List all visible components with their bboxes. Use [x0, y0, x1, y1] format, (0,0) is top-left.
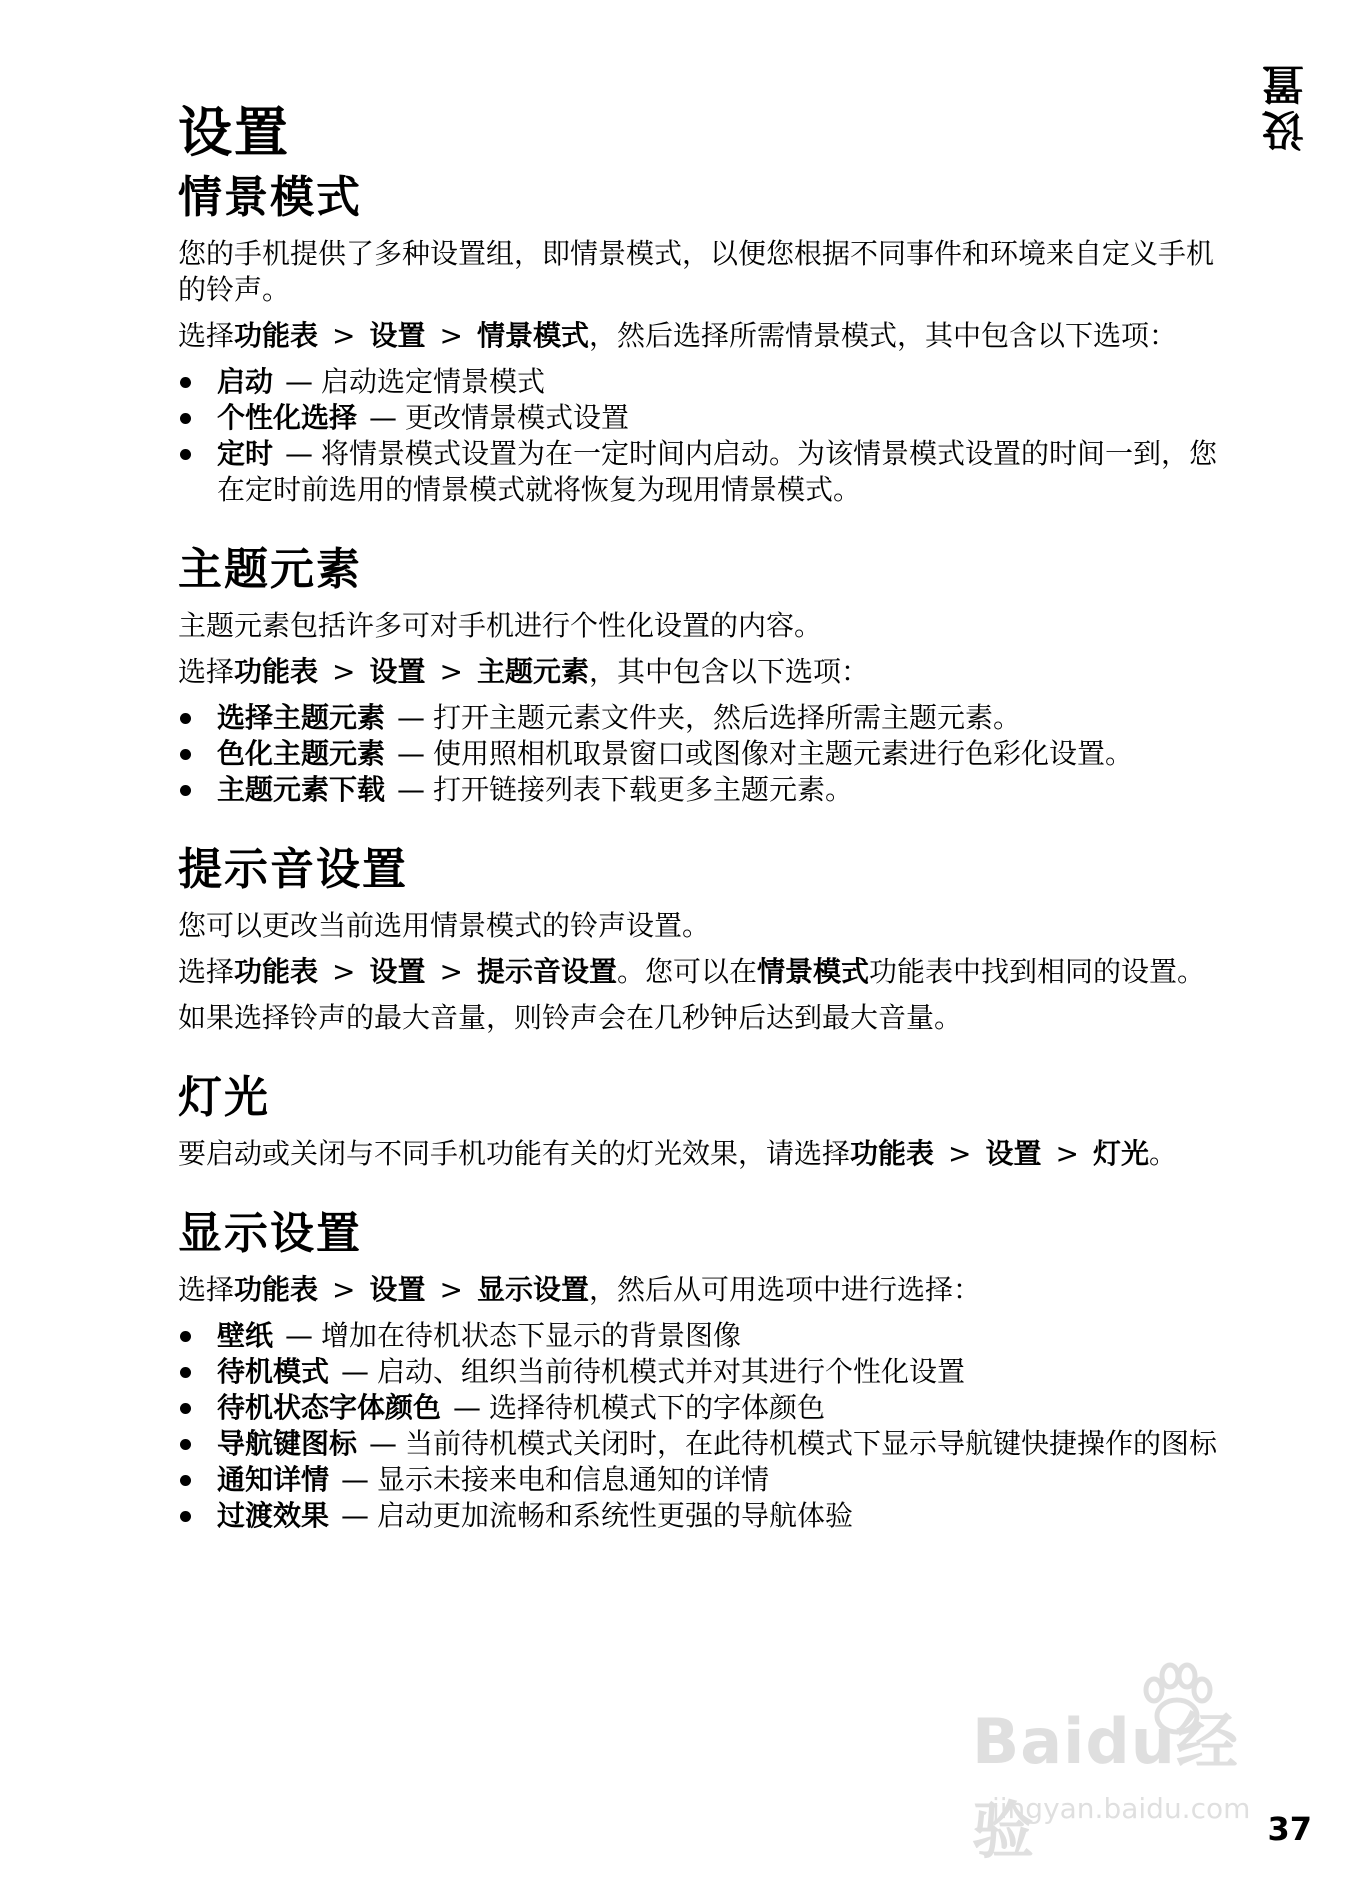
menu-term: 功能表 — [234, 955, 319, 988]
option-term: 主题元素下载 — [217, 773, 386, 806]
bullet-icon — [180, 749, 191, 760]
menu-path-paragraph — [178, 1136, 1218, 1172]
option-term: 选择主题元素 — [217, 701, 386, 734]
page-number: 37 — [1267, 1810, 1312, 1848]
watermark-logo: Baidu经验 — [972, 1705, 1239, 1867]
path-separator: > — [439, 955, 463, 988]
text: 功能表中找到相同的设置。 — [869, 955, 1206, 988]
option-desc: 选择待机模式下的字体颜色 — [489, 1391, 826, 1424]
path-separator: > — [948, 1137, 972, 1170]
list-item — [178, 1426, 1218, 1462]
path-separator: > — [332, 1273, 356, 1306]
menu-term: 情景模式 — [476, 319, 589, 352]
path-separator: > — [332, 655, 356, 688]
list-item — [178, 364, 1218, 400]
dash: — — [397, 773, 426, 806]
text: 选择 — [178, 1273, 235, 1306]
list-item — [178, 1498, 1218, 1534]
option-desc: 打开链接列表下载更多主题元素。 — [433, 773, 854, 806]
bullet-icon — [180, 1403, 191, 1414]
paragraph: 如果选择铃声的最大音量，则铃声会在几秒钟后达到最大音量。 — [178, 1001, 963, 1034]
bullet-icon — [180, 413, 191, 424]
menu-term: 功能表 — [234, 319, 319, 352]
section-display — [178, 1206, 1218, 1534]
option-desc: 将情景模式设置为在一定时间内启动。为该情景模式设置的时间一到，您在定时前选用的情景模式就将恢复为现用情景模式。 — [217, 437, 1218, 506]
dash: — — [341, 1499, 370, 1532]
watermark-url: jingyan.baidu.com — [992, 1792, 1251, 1825]
path-separator: > — [439, 319, 463, 352]
path-separator: > — [332, 955, 356, 988]
option-list — [178, 700, 1218, 808]
bullet-icon — [180, 1367, 191, 1378]
page-title: 设置 — [178, 101, 290, 164]
text: 选择 — [178, 319, 235, 352]
text: 。您可以在 — [617, 955, 758, 988]
dash: — — [341, 1355, 370, 1388]
bullet-icon — [180, 449, 191, 460]
menu-path-paragraph — [178, 954, 1218, 990]
section-lights — [178, 1070, 1218, 1172]
menu-term: 提示音设置 — [476, 955, 617, 988]
menu-term: 设置 — [369, 1273, 426, 1306]
text: 选择 — [178, 955, 235, 988]
menu-term: 功能表 — [234, 1273, 319, 1306]
list-item — [178, 436, 1218, 508]
option-term: 色化主题元素 — [217, 737, 386, 770]
dash: — — [341, 1463, 370, 1496]
path-separator: > — [1055, 1137, 1079, 1170]
option-term: 通知详情 — [217, 1463, 330, 1496]
list-item — [178, 1354, 1218, 1390]
text: 。 — [1149, 1137, 1178, 1170]
option-term: 待机模式 — [217, 1355, 330, 1388]
bullet-icon — [180, 1511, 191, 1522]
menu-term: 情景模式 — [757, 955, 870, 988]
bullet-icon — [180, 1331, 191, 1342]
list-item — [178, 1462, 1218, 1498]
option-desc: 打开主题元素文件夹，然后选择所需主题元素。 — [433, 701, 1022, 734]
option-desc: 当前待机模式关闭时，在此待机模式下显示导航键快捷操作的图标 — [405, 1427, 1218, 1460]
menu-path-paragraph — [178, 1272, 1218, 1308]
dash: — — [285, 437, 314, 470]
option-desc: 使用照相机取景窗口或图像对主题元素进行色彩化设置。 — [433, 737, 1134, 770]
dash: — — [369, 1427, 398, 1460]
list-item — [178, 1390, 1218, 1426]
menu-term: 功能表 — [234, 655, 319, 688]
section-title: 提示音设置 — [178, 844, 408, 895]
section-themes — [178, 542, 1218, 808]
menu-term: 设置 — [369, 319, 426, 352]
text: 要启动或关闭与不同手机功能有关的灯光效果，请选择 — [178, 1137, 851, 1170]
page-content — [178, 100, 1218, 1534]
dash: — — [453, 1391, 482, 1424]
menu-term: 主题元素 — [476, 655, 589, 688]
baidu-watermark — [972, 1692, 1272, 1867]
menu-term: 设置 — [369, 955, 426, 988]
section-title: 显示设置 — [178, 1208, 362, 1259]
dash: — — [397, 737, 426, 770]
paragraph: 您的手机提供了多种设置组，即情景模式，以便您根据不同事件和环境来自定义手机的铃声。 — [178, 237, 1215, 306]
bullet-icon — [180, 785, 191, 796]
option-desc: 显示未接来电和信息通知的详情 — [377, 1463, 770, 1496]
path-separator: > — [332, 319, 356, 352]
side-chapter-tab: 设置 — [1261, 60, 1310, 152]
dash: — — [285, 1319, 314, 1352]
section-title: 主题元素 — [178, 544, 362, 595]
dash: — — [397, 701, 426, 734]
option-term: 启动 — [217, 365, 274, 398]
list-item — [178, 736, 1218, 772]
option-desc: 启动选定情景模式 — [321, 365, 546, 398]
option-term: 个性化选择 — [217, 401, 358, 434]
list-item — [178, 1318, 1218, 1354]
menu-term: 设置 — [985, 1137, 1042, 1170]
bullet-icon — [180, 1439, 191, 1450]
menu-term: 灯光 — [1092, 1137, 1149, 1170]
text: ，然后从可用选项中进行选择： — [589, 1273, 982, 1306]
option-desc: 更改情景模式设置 — [405, 401, 630, 434]
menu-path-paragraph — [178, 318, 1218, 354]
option-term: 待机状态字体颜色 — [217, 1391, 442, 1424]
list-item — [178, 772, 1218, 808]
option-desc: 增加在待机状态下显示的背景图像 — [321, 1319, 742, 1352]
bullet-icon — [180, 1475, 191, 1486]
section-profiles — [178, 170, 1218, 508]
menu-term: 显示设置 — [476, 1273, 589, 1306]
option-term: 定时 — [217, 437, 274, 470]
text: 选择 — [178, 655, 235, 688]
paragraph: 您可以更改当前选用情景模式的铃声设置。 — [178, 909, 711, 942]
menu-term: 设置 — [369, 655, 426, 688]
text: ，其中包含以下选项： — [589, 655, 870, 688]
list-item — [178, 700, 1218, 736]
dash: — — [285, 365, 314, 398]
text: ，然后选择所需情景模式，其中包含以下选项： — [589, 319, 1178, 352]
menu-path-paragraph — [178, 654, 1218, 690]
option-desc: 启动、组织当前待机模式并对其进行个性化设置 — [377, 1355, 966, 1388]
menu-term: 功能表 — [850, 1137, 935, 1170]
option-term: 导航键图标 — [217, 1427, 358, 1460]
option-list — [178, 364, 1218, 508]
bullet-icon — [180, 713, 191, 724]
option-desc: 启动更加流畅和系统性更强的导航体验 — [377, 1499, 854, 1532]
path-separator: > — [439, 655, 463, 688]
list-item — [178, 400, 1218, 436]
dash: — — [369, 401, 398, 434]
option-term: 壁纸 — [217, 1319, 274, 1352]
option-list — [178, 1318, 1218, 1534]
paragraph: 主题元素包括许多可对手机进行个性化设置的内容。 — [178, 609, 823, 642]
section-title: 灯光 — [178, 1072, 270, 1123]
bullet-icon — [180, 377, 191, 388]
path-separator: > — [439, 1273, 463, 1306]
option-term: 过渡效果 — [217, 1499, 330, 1532]
section-tones — [178, 842, 1218, 1036]
section-title: 情景模式 — [178, 172, 362, 223]
